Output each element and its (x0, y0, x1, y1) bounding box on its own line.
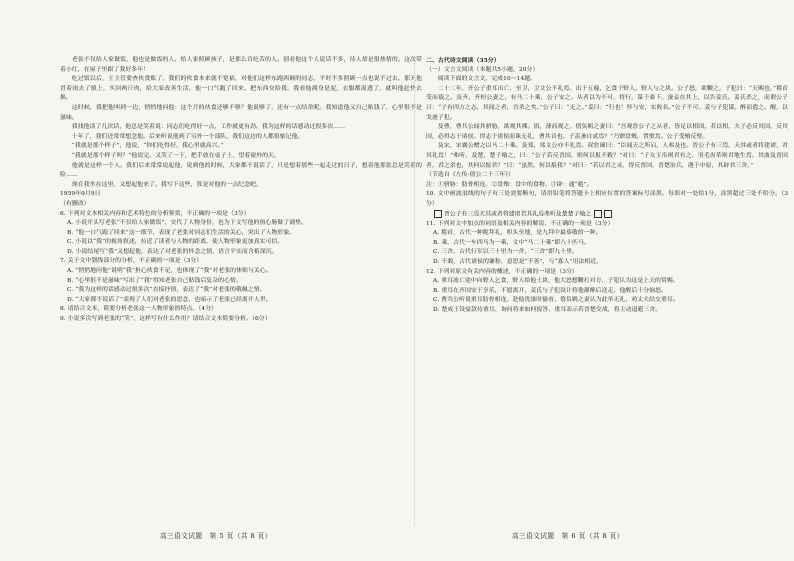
page-footer-left: 高三语文试题 第 5 页（共 8 页） (160, 532, 272, 540)
q7-option-a: A. “悄悄地问他”说明“我”担心伙食不足，也体现了“我”对老张的体贴与关心。 (67, 268, 272, 275)
q11-option-c: C. 三舍，古代行军以三十里为一舍，“三舍”即九十里。 (433, 249, 579, 256)
passage-source: （节选自《左传·僖公二十三年》） (426, 172, 515, 179)
q7-option-c: C. “我为这样的话感动过很多次”直接抒情，表达了“我”对老张的敬佩之情。 (67, 287, 266, 294)
q6-option-b: B. “他一口气跑了回来”这一细节，表现了老张对同志们生活的关心，突出了人物形象。 (67, 229, 296, 236)
question-6: 6. 下列对文本相关内容和艺术特色的分析鉴赏，不正确的一项是（3分） (60, 210, 250, 217)
q11-option-b: B. 乘，古代一车四马为一乘，文中“马二十乘”即八十匹马。 (433, 239, 590, 246)
question-10: 10. 文中画波浪线的句子有三处需要断句，请用铅笔将答题卡上相应位置的答案标号涂黑。每填对一处给1分，涂黑超过三处不给分。（3分） (426, 191, 788, 207)
q12-option-d: D. 楚成王设宴款待重耳，询问将来如何报答，重耳表示若晋楚交战，将主动退避三舍。 (433, 306, 662, 313)
story-date: 1959年9月9日 (60, 191, 101, 198)
classical-paragraph: 及宋，宋襄公赠之以马二十乘。及郑，郑文公亦不礼焉。叔詹谏曰：“臣闻天之所启，人弗及也。晋公子有三焉，天其或者将建诸，君其礼焉！”弗听。及楚，楚子飨之，曰：“公子若反晋国，则何以报不穀？”对曰：“子女玉帛则君有之，羽毛齿革则君地生焉。其波及晋国者，君之余也，其何以报君？”曰：“虽然，何以报我？”对曰：“若以君之灵，得反晋国，晋楚治兵，遇于中原，其辟君三舍。” (426, 143, 788, 169)
story-paragraph: 现在我坐在这里，又想起他来了。我写下这些，算是对他的一点纪念吧。 (71, 181, 262, 188)
q6-option-d: D. 小说结尾写“我”又想起他，表达了对老张的怀念之情，语言平实而含蓄深沉。 (67, 248, 278, 255)
q12-option-c: C. 曹共公听说重耳肋骨相连，趁他洗澡时偷看，僖负羁之妻认为此举无礼，劝丈夫结交重耳。 (433, 297, 679, 304)
subsection-heading: （一）文言文阅读（本题共5小题，20分） (426, 66, 539, 73)
classical-paragraph: 及曹，曹共公闻其骈胁，欲观其裸。浴，薄而观之。僖负羁之妻曰：“吾观晋公子之从者，皆足以相国。若以相，夫子必反其国。反其国，必得志于诸侯。得志于诸侯而诛无礼，曹其首也。子盍蚤自贰焉？”乃馈盘飧，置璧焉。公子受飧反璧。 (426, 124, 788, 140)
q7-option-d: D. “大家都不说话了”表现了人们对老张的思念，也暗示了老张已经离开人世。 (67, 296, 272, 303)
question-12: 12. 下列对原文有关内容的概述，不正确的一项是（3分） (426, 268, 578, 275)
reading-instruction: 阅读下面的文言文，完成10～14题。 (437, 76, 537, 83)
classical-paragraph: 二十二年，齐公子重耳出亡，至卫，卫文公不礼焉。出于五鹿，乞食于野人，野人与之块。公子怒，欲鞭之。子犯曰：“天赐也。”稽首受而载之。及齐，齐桓公妻之，有马二十乘，公子安之。从者以为不可，将行，谋于桑下。蚕妾在其上，以告姜氏。姜氏杀之，而谓公子曰：“子有四方之志，其闻之者，吾杀之矣。”公子曰：“无之。”姜曰：“行也！怀与安，实败名。”公子不可。姜与子犯谋，醉而遣之。醒，以戈逐子犯。 (426, 85, 788, 121)
q7-option-b: B. “心里很不是滋味”写出了“我”得知老张自己贴钱后复杂的心情。 (67, 277, 242, 284)
answer-box[interactable] (604, 210, 612, 218)
q11-option-a: A. 稽首，古代一种跪拜礼，叩头至地，是九拜中最恭敬的一种。 (433, 230, 602, 237)
right-page-column (426, 56, 788, 526)
question-8: 8. 请结合文本，简要分析老张这一人物形象的特点。（4分） (60, 306, 218, 313)
story-paragraph: 这时候，我把他叫到一边，悄悄地问他：这个月的伙食还够不够？他说够了，还有一点结余呢。我知道他又自己贴钱了，心里很不是滋味。 (60, 104, 422, 121)
left-page-column (60, 56, 422, 526)
story-paragraph: 我找他谈了几次话，他总是笑着说：同志们吃得好一点，工作就更有劲。我为这样的话感动过很多次…… (71, 124, 346, 131)
q6-option-c: C. 小说以“我”的视角叙述，拉近了读者与人物的距离，使人物形象更加真实可信。 (67, 239, 284, 246)
q12-option-b: B. 重耳在齐国安于享乐，不愿离开，姜氏与子犯设计将他灌醉后送走，他醒后十分恼怒。 (433, 287, 667, 294)
story-paragraph: 老张不仅给人家做饭，他也是做饭的人，给人家照顾孩子，是那么肯吃苦的人。别看他这个人说话不多，待人却是很热情的。这次带着小红，在屋子里跟了我好多年！ (60, 57, 422, 73)
question-9: 9. 小说多次写到老张的“笑”，这样写有什么作用？请结合文本简要分析。（6分） (60, 316, 271, 323)
question-7: 7. 关于文中划线部分的分析，不正确的一项是（3分） (60, 258, 203, 265)
story-paragraph: 他就是这样一个人。我们后来常常说起他，说到他的时候，大家都不说话了，只是想着那些一起走过的日子，想着他那张总是笑着的脸…… (60, 162, 422, 179)
q10-sentence: 晋公子有三焉天其或者将建诸君其礼焉弗听及楚楚子飨之 (443, 211, 592, 217)
story-paragraph: “我就是那个样子吗？”他说完，又笑了一下，把手放在桌子上，望着窗外的天。 (71, 152, 280, 159)
q6-option-a: A. 小说开头写老张“不仅给人家做饭”，交代了人物身份，也为下文写他的热心肠做了铺垫。 (67, 220, 308, 227)
q12-option-a: A. 重耳流亡途中向野人乞食，野人给他土块，他大怒想鞭打对方，子犯认为这是上天的赏赐。 (433, 278, 679, 285)
page-divider (414, 56, 415, 526)
story-paragraph: 十年了，我们还常常想念他。后来听说他到了另外一个部队，我们这边的人都很惦记他。 (71, 133, 304, 140)
page-footer-right: 高三语文试题 第 6 页（共 8 页） (512, 532, 624, 540)
q10-answer-boxes (426, 210, 788, 220)
story-source: （有删改） (60, 200, 90, 207)
answer-box[interactable] (434, 210, 442, 218)
story-paragraph: 吃过饭以后，王主管要查伙食账了。我们的伙食本来就不宽裕，对他们这样东跑西颠的同志，平时不多照顾一点也说不过去。那天他冒着雨去了镇上，买回两斤肉，给大家改善生活。他一口气跑了回来，把东西交给我，我看他满身是泥，衣服都湿透了，就叫他赶快去换。 (60, 76, 422, 102)
q11-option-d: D. 不穀，古代诸侯的谦称，意思是“不善”，与“寡人”用法相近。 (433, 258, 603, 265)
footnotes: 注：①骈胁：肋骨相连。②盘飧：盘中的食物。③辟：通“避”。 (426, 181, 593, 188)
question-11: 11. 下列对文中加点的词语及相关内容的解说，不正确的一项是（3分） (426, 220, 614, 227)
section-heading: 二、古代诗文阅读（35分） (426, 57, 500, 64)
answer-box[interactable] (594, 210, 602, 218)
story-paragraph: “我就是那个样子”，他说，“你们吃得好，我心里就高兴。” (71, 143, 224, 150)
